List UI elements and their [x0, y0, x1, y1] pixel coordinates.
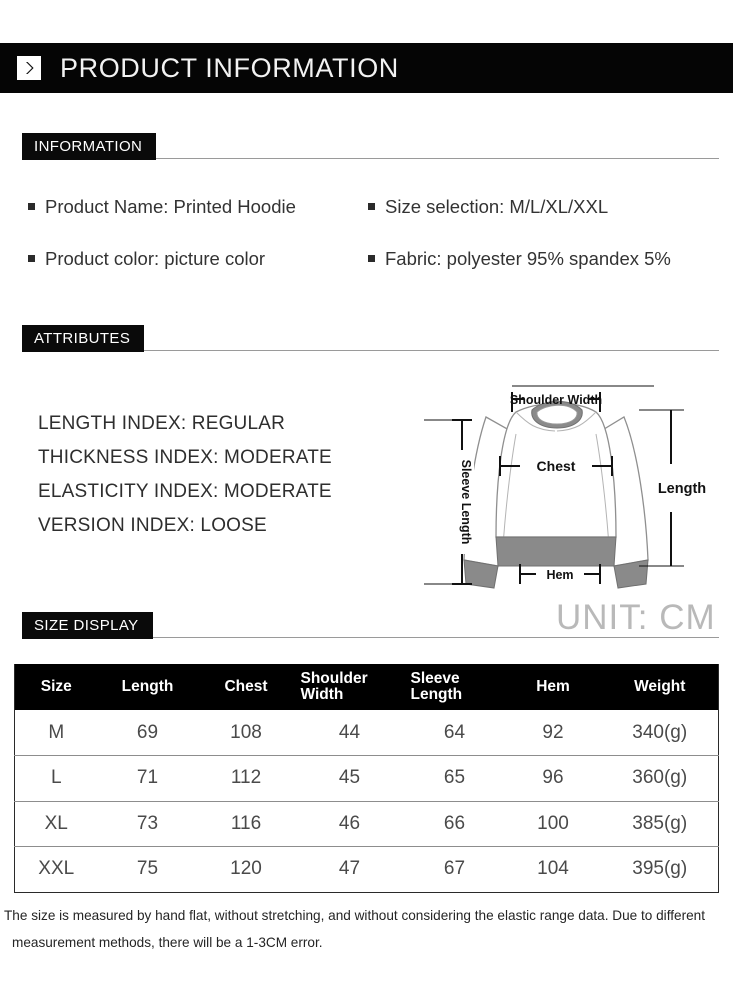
column-header-size: Size — [15, 664, 98, 710]
info-item-size-selection — [360, 196, 720, 218]
cell-hem: 92 — [505, 710, 602, 756]
cell-weight: 395(g) — [602, 847, 719, 893]
information-row — [0, 196, 733, 248]
column-header-hem: Hem — [505, 664, 602, 710]
info-item-product-color — [0, 248, 360, 270]
information-list — [0, 196, 733, 300]
cell-size: XL — [15, 801, 98, 847]
table-row — [15, 710, 719, 756]
cell-sleeve-length: 67 — [405, 847, 505, 893]
cell-chest: 108 — [198, 710, 295, 756]
cell-length: 71 — [98, 756, 198, 802]
cell-weight: 385(g) — [602, 801, 719, 847]
info-text: Product color: picture color — [45, 248, 266, 269]
sweatshirt-measurement-diagram — [424, 372, 724, 604]
column-header-shoulder-width: Shoulder Width — [295, 664, 405, 710]
column-header-chest: Chest — [198, 664, 295, 710]
cell-length: 69 — [98, 710, 198, 756]
info-item-product-name — [0, 196, 360, 218]
section-tag-information: INFORMATION — [22, 133, 156, 160]
unit-label: UNIT: CM — [556, 598, 716, 637]
column-header-weight: Weight — [602, 664, 719, 710]
bullet-square-icon — [368, 255, 375, 262]
svg-text:Shoulder Width: Shoulder Width — [509, 393, 603, 407]
measurement-disclaimer — [4, 903, 733, 956]
cell-hem: 104 — [505, 847, 602, 893]
cell-sleeve-length: 64 — [405, 710, 505, 756]
attribute-version-index: VERSION INDEX: LOOSE — [38, 515, 267, 536]
cell-chest: 112 — [198, 756, 295, 802]
attribute-thickness-index: THICKNESS INDEX: MODERATE — [38, 447, 332, 468]
cell-shoulder-width: 46 — [295, 801, 405, 847]
column-header-length: Length — [98, 664, 198, 710]
table-row — [15, 756, 719, 802]
garment-illustration — [464, 401, 648, 588]
cell-size: L — [15, 756, 98, 802]
page-title: PRODUCT INFORMATION — [60, 52, 399, 83]
information-row — [0, 248, 733, 300]
cell-chest: 116 — [198, 801, 295, 847]
chevron-right-icon — [17, 56, 41, 80]
disclaimer-line-1: The size is measured by hand flat, without stretching, and without considering the elastic range data. Due to different — [4, 908, 705, 923]
callout-length — [639, 410, 706, 566]
cell-size: M — [15, 710, 98, 756]
cell-sleeve-length: 66 — [405, 801, 505, 847]
cell-hem: 100 — [505, 801, 602, 847]
disclaimer-line-2: measurement methods, there will be a 1-3CM error. — [12, 934, 323, 950]
bullet-square-icon — [28, 203, 35, 210]
svg-text:Hem: Hem — [546, 568, 574, 582]
info-text: Size selection: M/L/XL/XXL — [385, 196, 609, 217]
callout-hem — [520, 564, 600, 584]
section-header-attributes — [0, 325, 733, 355]
cell-shoulder-width: 44 — [295, 710, 405, 756]
table-row — [15, 847, 719, 893]
cell-sleeve-length: 65 — [405, 756, 505, 802]
info-text: Product Name: Printed Hoodie — [45, 196, 296, 217]
attribute-length-index: LENGTH INDEX: REGULAR — [38, 413, 286, 434]
cell-length: 75 — [98, 847, 198, 893]
attribute-elasticity-index: ELASTICITY INDEX: MODERATE — [38, 481, 332, 502]
cell-weight: 340(g) — [602, 710, 719, 756]
cell-shoulder-width: 47 — [295, 847, 405, 893]
table-header-row — [15, 664, 719, 710]
cell-chest: 120 — [198, 847, 295, 893]
bullet-square-icon — [28, 255, 35, 262]
section-header-information — [0, 133, 733, 163]
svg-text:Sleeve Length: Sleeve Length — [459, 459, 473, 545]
cell-hem: 96 — [505, 756, 602, 802]
cell-weight: 360(g) — [602, 756, 719, 802]
cell-length: 73 — [98, 801, 198, 847]
column-header-sleeve-length: Sleeve Length — [405, 664, 505, 710]
section-tag-size-display: SIZE DISPLAY — [22, 612, 153, 639]
attributes-list — [38, 407, 438, 543]
info-item-fabric — [360, 248, 720, 270]
info-text: Fabric: polyester 95% spandex 5% — [385, 248, 671, 269]
page-header-bar — [0, 43, 733, 93]
cell-size: XXL — [15, 847, 98, 893]
table-row — [15, 801, 719, 847]
svg-text:Length: Length — [657, 481, 707, 497]
section-tag-attributes: ATTRIBUTES — [22, 325, 144, 352]
svg-text:Chest: Chest — [536, 458, 576, 474]
cell-shoulder-width: 45 — [295, 756, 405, 802]
size-chart-table — [14, 664, 719, 893]
bullet-square-icon — [368, 203, 375, 210]
section-header-size-display — [0, 612, 733, 642]
